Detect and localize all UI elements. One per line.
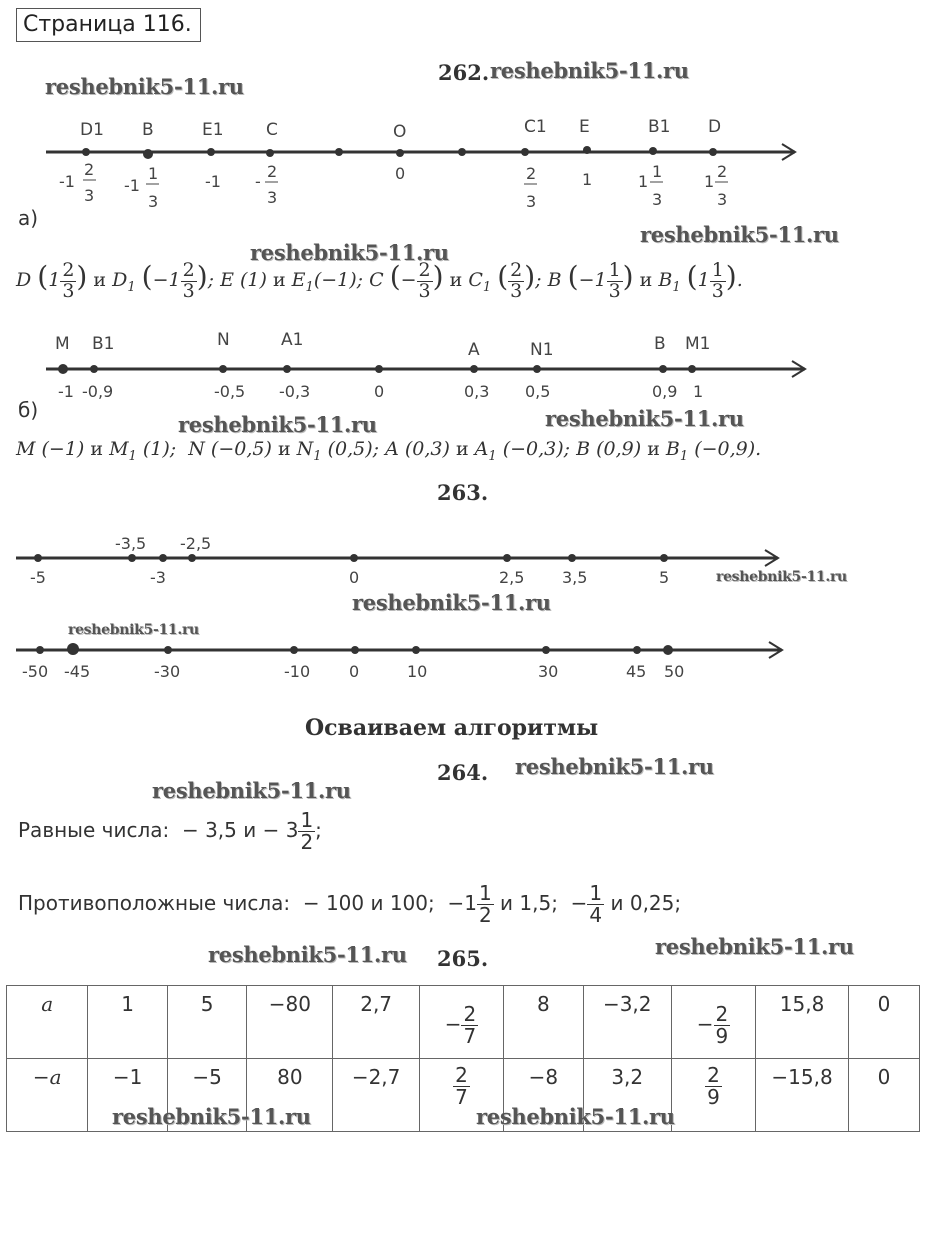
- part-a-label: а): [18, 206, 39, 230]
- tick-label: 3: [526, 192, 537, 211]
- row-header: a: [7, 986, 88, 1059]
- tick-label: 3: [267, 188, 278, 207]
- point: [412, 646, 420, 654]
- cell: −8: [504, 1059, 584, 1132]
- point-o: [396, 149, 404, 157]
- tick-label-above: -3,5: [115, 534, 147, 553]
- label-e1: E1: [202, 120, 224, 140]
- number-line-262a: [0, 105, 820, 220]
- label-b: B: [654, 334, 666, 354]
- tick-label: 1: [693, 382, 704, 401]
- point-zero: [375, 365, 383, 373]
- table-row: [7, 986, 920, 1059]
- answer-262b: M (−1) и $M_1$ (1); N (−0,5) и $N_1$ (0,5); A (0,3) и $A_1$ (−0,3); B (0,9) и $B_1$ (−0,9).: [16, 438, 762, 464]
- watermark: reshebnik5-11.ru: [476, 1104, 675, 1129]
- point: [128, 554, 136, 562]
- point-n1: [533, 365, 541, 373]
- label-d1: D1: [80, 120, 104, 140]
- watermark: reshebnik5-11.ru: [716, 569, 847, 585]
- point: [542, 646, 550, 654]
- problem-264-number: 264.: [437, 760, 489, 785]
- watermark: reshebnik5-11.ru: [45, 74, 244, 99]
- tick-label: 0: [374, 382, 385, 401]
- point-e1: [207, 148, 215, 156]
- cell: −2,7: [333, 1059, 419, 1132]
- tick-label: 3: [84, 186, 95, 205]
- tick-label: -1: [205, 172, 221, 191]
- point: [660, 554, 668, 562]
- page-label: Страница 116.: [16, 8, 201, 42]
- cell: 80: [247, 1059, 333, 1132]
- point: [351, 646, 359, 654]
- label-e: E: [579, 117, 590, 137]
- tick-label: -1: [58, 382, 74, 401]
- label-c: C: [266, 120, 278, 140]
- point-a: [470, 365, 478, 373]
- tick-label: -50: [22, 662, 49, 681]
- watermark: reshebnik5-11.ru: [152, 778, 351, 803]
- point-d1: [82, 148, 90, 156]
- opposite-label: Противоположные числа:: [18, 891, 291, 915]
- tick-label: 0,3: [464, 382, 490, 401]
- watermark: reshebnik5-11.ru: [178, 412, 377, 437]
- cell: 0: [849, 1059, 920, 1132]
- tick-label: -30: [154, 662, 181, 681]
- tick-label: -1: [59, 172, 75, 191]
- label-m: M: [55, 334, 70, 354]
- watermark: reshebnik5-11.ru: [112, 1104, 311, 1129]
- tick-label: -0,3: [279, 382, 311, 401]
- label-m1: M1: [685, 334, 711, 354]
- tick-label: 3,5: [562, 568, 588, 587]
- point-b1: [90, 365, 98, 373]
- label-a: A: [468, 340, 480, 360]
- tick-label: 45: [626, 662, 647, 681]
- tick-point: [458, 148, 466, 156]
- point: [503, 554, 511, 562]
- point-d: [709, 148, 717, 156]
- tick-label: 10: [407, 662, 428, 681]
- point: [164, 646, 172, 654]
- equal-label: Равные числа:: [18, 818, 170, 842]
- point: [67, 643, 79, 655]
- problem-262-number: 262.: [438, 60, 490, 85]
- point: [188, 554, 196, 562]
- point-c: [266, 149, 274, 157]
- label-b: B: [142, 120, 154, 140]
- point-b: [659, 365, 667, 373]
- point-b1: [649, 147, 657, 155]
- cell: 15,8: [756, 986, 849, 1059]
- tick-label: 1: [638, 172, 649, 191]
- tick-label: 30: [538, 662, 559, 681]
- tick-label: 1: [582, 170, 593, 189]
- tick-label: 2: [526, 164, 537, 183]
- row-header: −a: [7, 1059, 88, 1132]
- answer-262a: D (1 $\frac{2}{3}$ ) и $D_1$ (−1 $\frac{2}{3}$ ); E (1) и $E_1(-1)$; C (− $\frac{2}{3}$ ) и $C_1$ ( $\frac{2}{3}$ ); B (−1 $\frac{1}{3}$ ) и $B_1$ (1 $\frac{1}{3}$ ).: [16, 258, 743, 302]
- cell: 1: [88, 986, 168, 1059]
- cell: − $\frac{2}{9}$: [671, 986, 755, 1059]
- number-line-262b: [0, 325, 820, 405]
- tick-label: 0,5: [525, 382, 551, 401]
- tick-label: -3: [150, 568, 166, 587]
- cell: −15,8: [756, 1059, 849, 1132]
- watermark: reshebnik5-11.ru: [208, 942, 407, 967]
- point: [36, 646, 44, 654]
- cell: − $\frac{2}{7}$: [419, 986, 503, 1059]
- equal-numbers: Равные числа: − 3,5 и − 3 $\frac{1}{2}$ ;: [18, 808, 322, 854]
- tick-label: -: [255, 172, 261, 191]
- point: [159, 554, 167, 562]
- opposite-numbers: Противоположные числа: − 100 и 100; −1 $\frac{1}{2}$ и 1,5; − $\frac{1}{4}$ и 0,25;: [18, 881, 682, 927]
- label-b1: B1: [92, 334, 115, 354]
- tick-label: 1: [704, 172, 715, 191]
- point-m1: [688, 365, 696, 373]
- tick-label: 3: [717, 190, 728, 209]
- label-b1: B1: [648, 117, 671, 137]
- watermark: reshebnik5-11.ru: [250, 240, 449, 265]
- tick-label: 0: [395, 164, 406, 183]
- point-c1: [521, 148, 529, 156]
- tick-label: 50: [664, 662, 685, 681]
- label-c1: C1: [524, 117, 547, 137]
- point: [568, 554, 576, 562]
- tick-label: -45: [64, 662, 91, 681]
- point-n: [219, 365, 227, 373]
- point: [290, 646, 298, 654]
- watermark: reshebnik5-11.ru: [655, 934, 854, 959]
- tick-label: 1: [652, 162, 663, 181]
- tick-label: -5: [30, 568, 46, 587]
- tick-label: 1: [148, 164, 159, 183]
- cell: 0: [849, 986, 920, 1059]
- tick-label: 3: [652, 190, 663, 209]
- cell: 2,7: [333, 986, 419, 1059]
- tick-label: 0,9: [652, 382, 678, 401]
- tick-label: 0: [349, 662, 360, 681]
- tick-point: [335, 148, 343, 156]
- cell: $\frac{2}{9}$: [671, 1059, 755, 1132]
- part-b-label: б): [18, 398, 39, 422]
- label-a1: A1: [281, 330, 304, 350]
- cell: −5: [167, 1059, 247, 1132]
- cell: −1: [88, 1059, 168, 1132]
- watermark: reshebnik5-11.ru: [352, 590, 551, 615]
- cell: 5: [167, 986, 247, 1059]
- tick-label: 5: [659, 568, 670, 587]
- label-d: D: [708, 117, 722, 137]
- watermark: reshebnik5-11.ru: [640, 222, 839, 247]
- cell: −3,2: [583, 986, 671, 1059]
- tick-label: 2,5: [499, 568, 525, 587]
- tick-label: -0,5: [214, 382, 246, 401]
- tick-label: 2: [84, 160, 95, 179]
- cell: 3,2: [583, 1059, 671, 1132]
- point-a1: [283, 365, 291, 373]
- cell: $\frac{2}{7}$: [419, 1059, 503, 1132]
- watermark: reshebnik5-11.ru: [545, 406, 744, 431]
- tick-label: 3: [148, 192, 159, 211]
- tick-label: -10: [284, 662, 311, 681]
- cell: 8: [504, 986, 584, 1059]
- problem-265-number: 265.: [437, 946, 489, 971]
- tick-label: 0: [349, 568, 360, 587]
- tick-label: -0,9: [82, 382, 114, 401]
- watermark: reshebnik5-11.ru: [490, 58, 689, 83]
- label-n: N: [217, 330, 230, 350]
- tick-label: 2: [717, 162, 728, 181]
- point-m: [58, 364, 68, 374]
- tick-label: -1: [124, 176, 140, 195]
- cell: −80: [247, 986, 333, 1059]
- label-n1: N1: [530, 340, 554, 360]
- watermark: reshebnik5-11.ru: [515, 754, 714, 779]
- label-o: O: [393, 122, 407, 142]
- point-b: [143, 149, 153, 159]
- point-e: [583, 146, 591, 154]
- tick-label: 2: [267, 162, 278, 181]
- watermark: reshebnik5-11.ru: [68, 622, 199, 638]
- point: [350, 554, 358, 562]
- point: [633, 646, 641, 654]
- section-title: Осваиваем алгоритмы: [305, 715, 599, 741]
- number-line-263-2: [0, 630, 800, 690]
- problem-263-number: 263.: [437, 480, 489, 505]
- point: [663, 645, 673, 655]
- point: [34, 554, 42, 562]
- tick-label-above: -2,5: [180, 534, 212, 553]
